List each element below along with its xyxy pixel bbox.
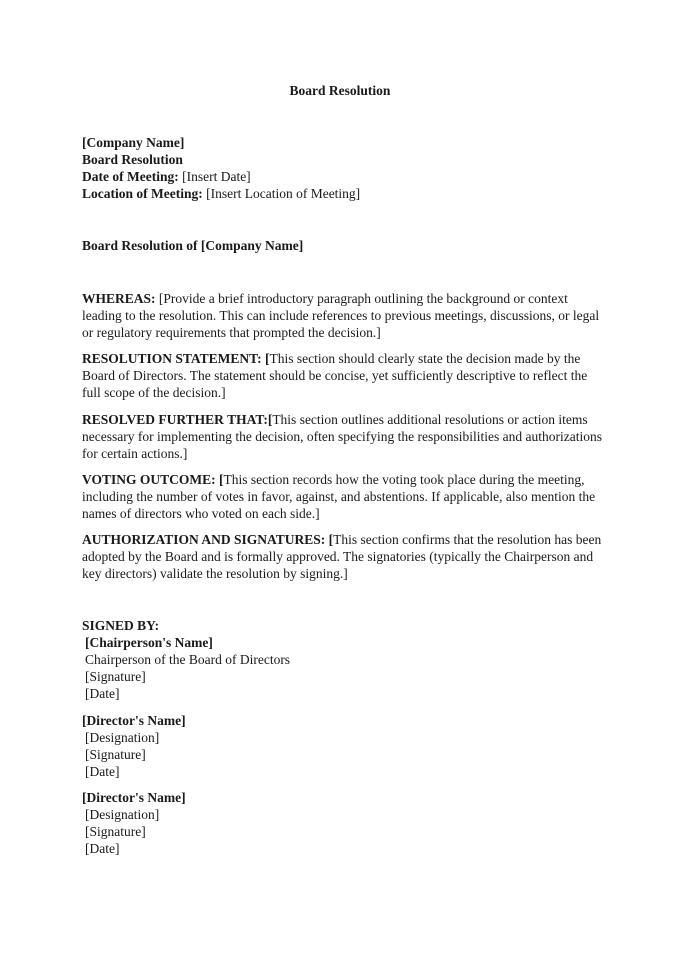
- chairperson-name: [Chairperson's Name]: [85, 635, 213, 650]
- director-1-signature: [Signature]: [85, 747, 146, 762]
- resolution-subtitle: Board Resolution of [Company Name]: [82, 238, 304, 253]
- meeting-location-value: [Insert Location of Meeting]: [202, 186, 361, 201]
- director-2-name: [Director's Name]: [82, 790, 186, 805]
- director-2-date: [Date]: [85, 841, 120, 856]
- meeting-location-label: Location of Meeting:: [82, 186, 203, 201]
- meeting-location-line: [82, 185, 602, 202]
- director-1-date: [Date]: [85, 764, 120, 779]
- chairperson-signature: [Signature]: [85, 669, 146, 684]
- whereas-section: [82, 290, 602, 341]
- resolution-statement-text: This section should clearly state the decision made by the Board of Directors. The statement should be concise, yet sufficiently descriptive to reflect the full scope of the decision.]: [82, 351, 588, 400]
- whereas-label: WHEREAS:: [82, 291, 156, 306]
- authorization-label: AUTHORIZATION AND SIGNATURES: [: [82, 532, 334, 547]
- whereas-text: [Provide a brief introductory paragraph outlining the background or context leading to the resolution. This can include references to previous meetings, discussions, or legal or regulatory requirements that prompted the decision.]: [82, 291, 600, 340]
- director-signature-block-2: [82, 789, 186, 857]
- resolution-statement-label: RESOLUTION STATEMENT: [: [82, 351, 270, 366]
- director-2-designation: [Designation]: [85, 807, 160, 822]
- company-name: [Company Name]: [82, 135, 185, 150]
- chairperson-signature-block: [82, 617, 290, 702]
- document-type: Board Resolution: [82, 152, 183, 167]
- director-signature-block-1: [82, 712, 186, 780]
- director-1-name: [Director's Name]: [82, 713, 186, 728]
- resolved-further-section: [82, 411, 602, 462]
- header-block: [82, 134, 602, 202]
- director-2-signature: [Signature]: [85, 824, 146, 839]
- chairperson-title: Chairperson of the Board of Directors: [85, 652, 291, 667]
- authorization-section: [82, 531, 602, 582]
- document-title: Board Resolution: [289, 83, 391, 98]
- meeting-date-line: [82, 168, 602, 185]
- resolution-statement-section: [82, 350, 602, 401]
- chairperson-date: [Date]: [85, 686, 120, 701]
- meeting-date-label: Date of Meeting:: [82, 169, 179, 184]
- meeting-date-value: [Insert Date]: [178, 169, 251, 184]
- voting-outcome-section: [82, 471, 602, 522]
- authorization-text: This section confirms that the resolution has been adopted by the Board and is formally approved. The signatories (typically the Chairperson and key directors) validate the resolution by signing.]: [82, 532, 602, 581]
- resolved-further-text: This section outlines additional resolutions or action items necessary for implementing the decision, often specifying the responsibilities and authorizations for certain actions.]: [82, 412, 602, 461]
- voting-outcome-text: This section records how the voting took place during the meeting, including the number of votes in favor, against, and abstentions. If applicable, also mention the names of directors who voted on each side.]: [82, 472, 596, 521]
- signed-by-heading: SIGNED BY:: [82, 618, 160, 633]
- director-1-designation: [Designation]: [85, 730, 160, 745]
- resolved-further-label: RESOLVED FURTHER THAT:[: [82, 412, 273, 427]
- voting-outcome-label: VOTING OUTCOME: [: [82, 472, 224, 487]
